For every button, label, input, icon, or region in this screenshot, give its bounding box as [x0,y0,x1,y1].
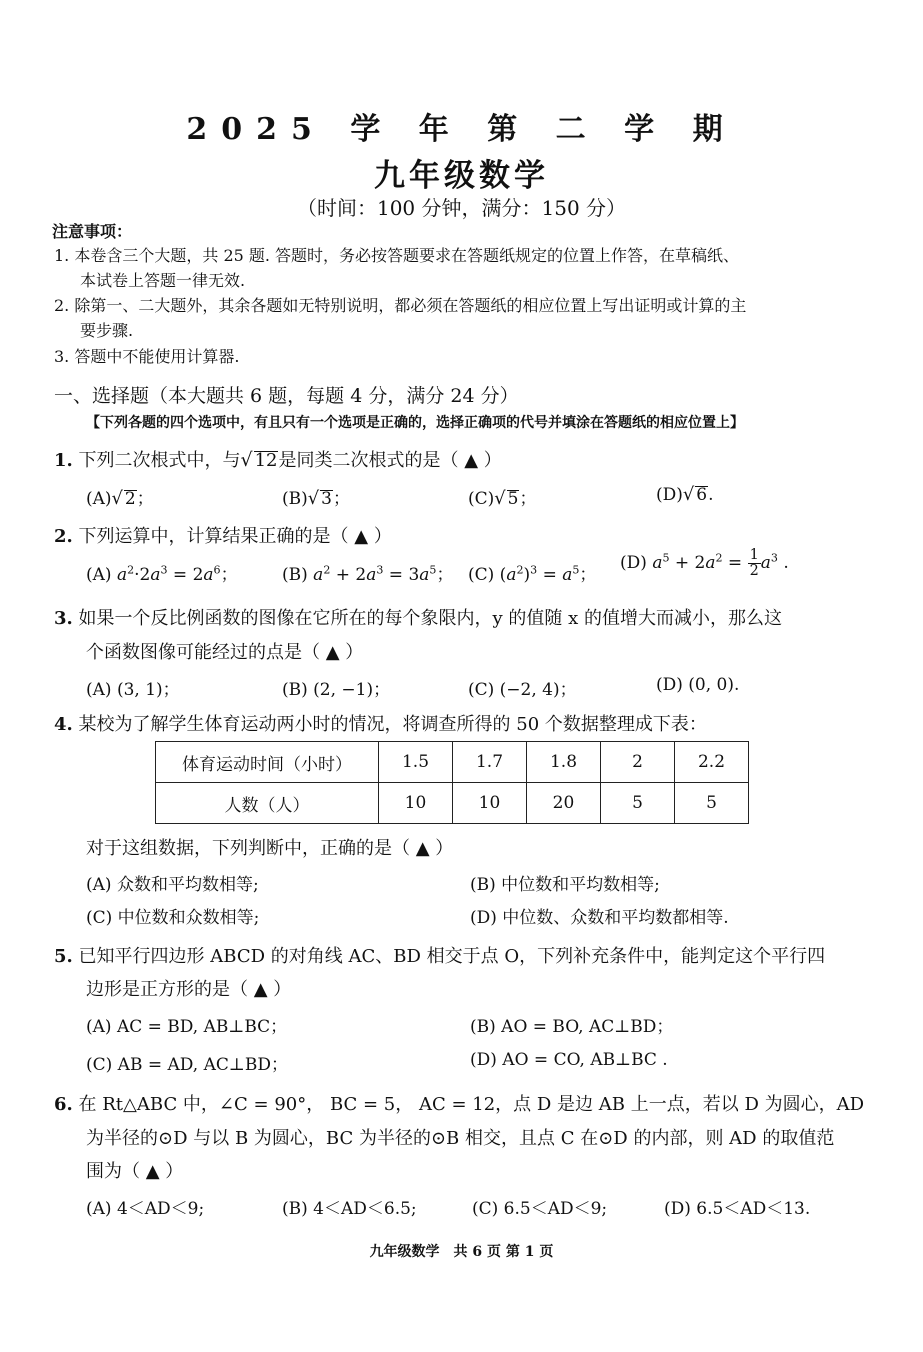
question-6-line-3: 围为（ ▲ ） [86,1161,184,1182]
table-row-header: 体育运动时间（小时） [156,742,379,783]
question-3-line-1: 如果一个反比例函数的图像在它所在的每个象限内，y 的值随 x 的值增大而减小，那么这 [78,608,783,629]
note-item-3: 3. 答题中不能使用计算器. [54,347,240,366]
question-6-line-2: 为半径的⊙D 与以 B 为圆心，BC 为半径的⊙B 相交，且点 C 在⊙D 的内部，则 AD 的取值范 [86,1128,835,1149]
q3-option-c: (C) (−2, 4)； [468,680,577,700]
table-cell: 1.8 [527,742,601,783]
question-number: 3. [54,608,73,629]
question-number: 1. [54,450,73,471]
question-5-line-2: 边形是正方形的是（ ▲ ） [86,979,292,1000]
data-table [155,741,749,824]
question-5-line-1: 已知平行四边形 ABCD 的对角线 AC、BD 相交于点 O，下列补充条件中，能判定这个平行四 [78,946,826,967]
sqrt-icon: √ [494,488,506,509]
table-row [156,783,749,824]
question-4-prompt: 对于这组数据，下列判断中，正确的是（ ▲ ） [86,838,454,859]
question-number: 4. [54,714,73,735]
sqrt-icon: √ [307,488,320,509]
notes-heading: 注意事项： [52,222,133,241]
question-1-post: 是同类二次根式的是（ ▲ ） [278,450,502,471]
table-row [156,742,749,783]
question-6-line-1: 在 Rt△ABC 中，∠C = 90°， BC = 5， AC = 12，点 D 是边 AB 上一点，若以 D 为圆心，AD [78,1094,865,1115]
note-item-1-line-1: 1. 本卷含三个大题，共 25 题. 答题时，务必按答题要求在答题纸规定的位置上作答，在草稿纸、 [54,246,740,265]
table-cell: 2.2 [675,742,749,783]
sqrt-icon: √ [111,488,123,509]
q6-option-b: (B) 4＜AD＜6.5; [282,1199,417,1219]
table-cell: 5 [675,783,749,824]
table-row-header: 人数（人） [156,783,379,824]
table-cell: 10 [379,783,453,824]
question-2-text: 下列运算中，计算结果正确的是（ ▲ ） [78,526,392,547]
q1-option-c: (C)√ 5； [468,488,537,509]
q2-option-d: (D) $a^5 + 2a^2$ = $\frac{1}{2}$ $a^3$ . [620,547,789,580]
question-number: 5. [54,946,73,967]
q2-option-c: (C) $(a^2)^3 = a^5$； [468,563,597,585]
radicand: 12 [254,450,278,471]
question-2 [54,522,392,548]
q6-option-a: (A) 4＜AD＜9; [86,1199,205,1219]
q2-option-b: (B) $a^2 + 2a^3 = 3a^5$； [282,563,454,585]
fraction: $\frac{1}{2}$ [749,547,759,580]
section-1-title: 一、选择题（本大题共 6 题，每题 4 分，满分 24 分） [54,385,519,407]
question-4 [54,710,707,736]
table-cell: 1.5 [379,742,453,783]
q6-option-d: (D) 6.5＜AD＜13. [664,1199,811,1219]
q5-option-c: (C) AB = AD, AC⊥BD； [86,1055,288,1075]
question-6 [54,1090,864,1116]
question-number: 6. [54,1094,73,1115]
q5-option-a: (A) AC = BD, AB⊥BC； [86,1017,288,1037]
question-3 [54,604,782,630]
q1-option-a: (A)√ 2； [86,488,154,509]
q6-option-c: (C) 6.5＜AD＜9; [472,1199,608,1219]
q1-option-b: (B)√ 3； [282,488,350,509]
question-1 [54,446,502,472]
table-cell: 2 [601,742,675,783]
q3-option-a: (A) (3, 1)； [86,680,180,700]
question-5 [54,942,825,968]
table-cell: 10 [453,783,527,824]
q4-option-d: (D) 中位数、众数和平均数都相等. [470,908,729,928]
q4-option-a: (A) 众数和平均数相等; [86,875,259,895]
q5-option-b: (B) AO = BO, AC⊥BD； [470,1017,674,1037]
sqrt-icon: √ [682,484,695,505]
exam-year-term: 2025 学 年 第 二 学 期 [186,112,737,147]
q4-option-b: (B) 中位数和平均数相等; [470,875,660,895]
exam-subject-title: 九年级数学 [374,158,549,194]
question-4-text: 某校为了解学生体育运动两小时的情况，将调查所得的 50 个数据整理成下表： [78,714,707,735]
q1-option-d: (D)√ 6. [656,484,714,505]
note-item-1-line-2: 本试卷上答题一律无效. [80,271,246,290]
question-number: 2. [54,526,73,547]
page-footer: 九年级数学 共 6 页 第 1 页 [369,1244,554,1260]
sqrt-icon: √ [240,449,253,471]
q2-option-a: (A) $a^2\cdot 2a^3 = 2a^6$； [86,563,238,585]
table-cell: 20 [527,783,601,824]
note-item-2-line-2: 要步骤. [80,321,134,340]
question-3-line-2: 个函数图像可能经过的点是（ ▲ ） [86,642,364,663]
section-1-instruction: 【下列各题的四个选项中，有且只有一个选项是正确的，选择正确项的代号并填涂在答题纸的相应位置上】 [86,415,744,431]
q4-option-c: (C) 中位数和众数相等; [86,908,260,928]
table-cell: 5 [601,783,675,824]
q3-option-d: (D) (0, 0). [656,675,740,695]
exam-time-score: （时间：100 分钟，满分：150 分） [296,196,627,220]
q3-option-b: (B) (2, −1)； [282,680,391,700]
table-cell: 1.7 [453,742,527,783]
q5-option-d: (D) AO = CO, AB⊥BC . [470,1050,668,1070]
question-1-pre: 下列二次根式中，与 [78,450,241,471]
note-item-2-line-1: 2. 除第一、二大题外，其余各题如无特别说明，都必须在答题纸的相应位置上写出证明或计算的主 [54,296,747,315]
